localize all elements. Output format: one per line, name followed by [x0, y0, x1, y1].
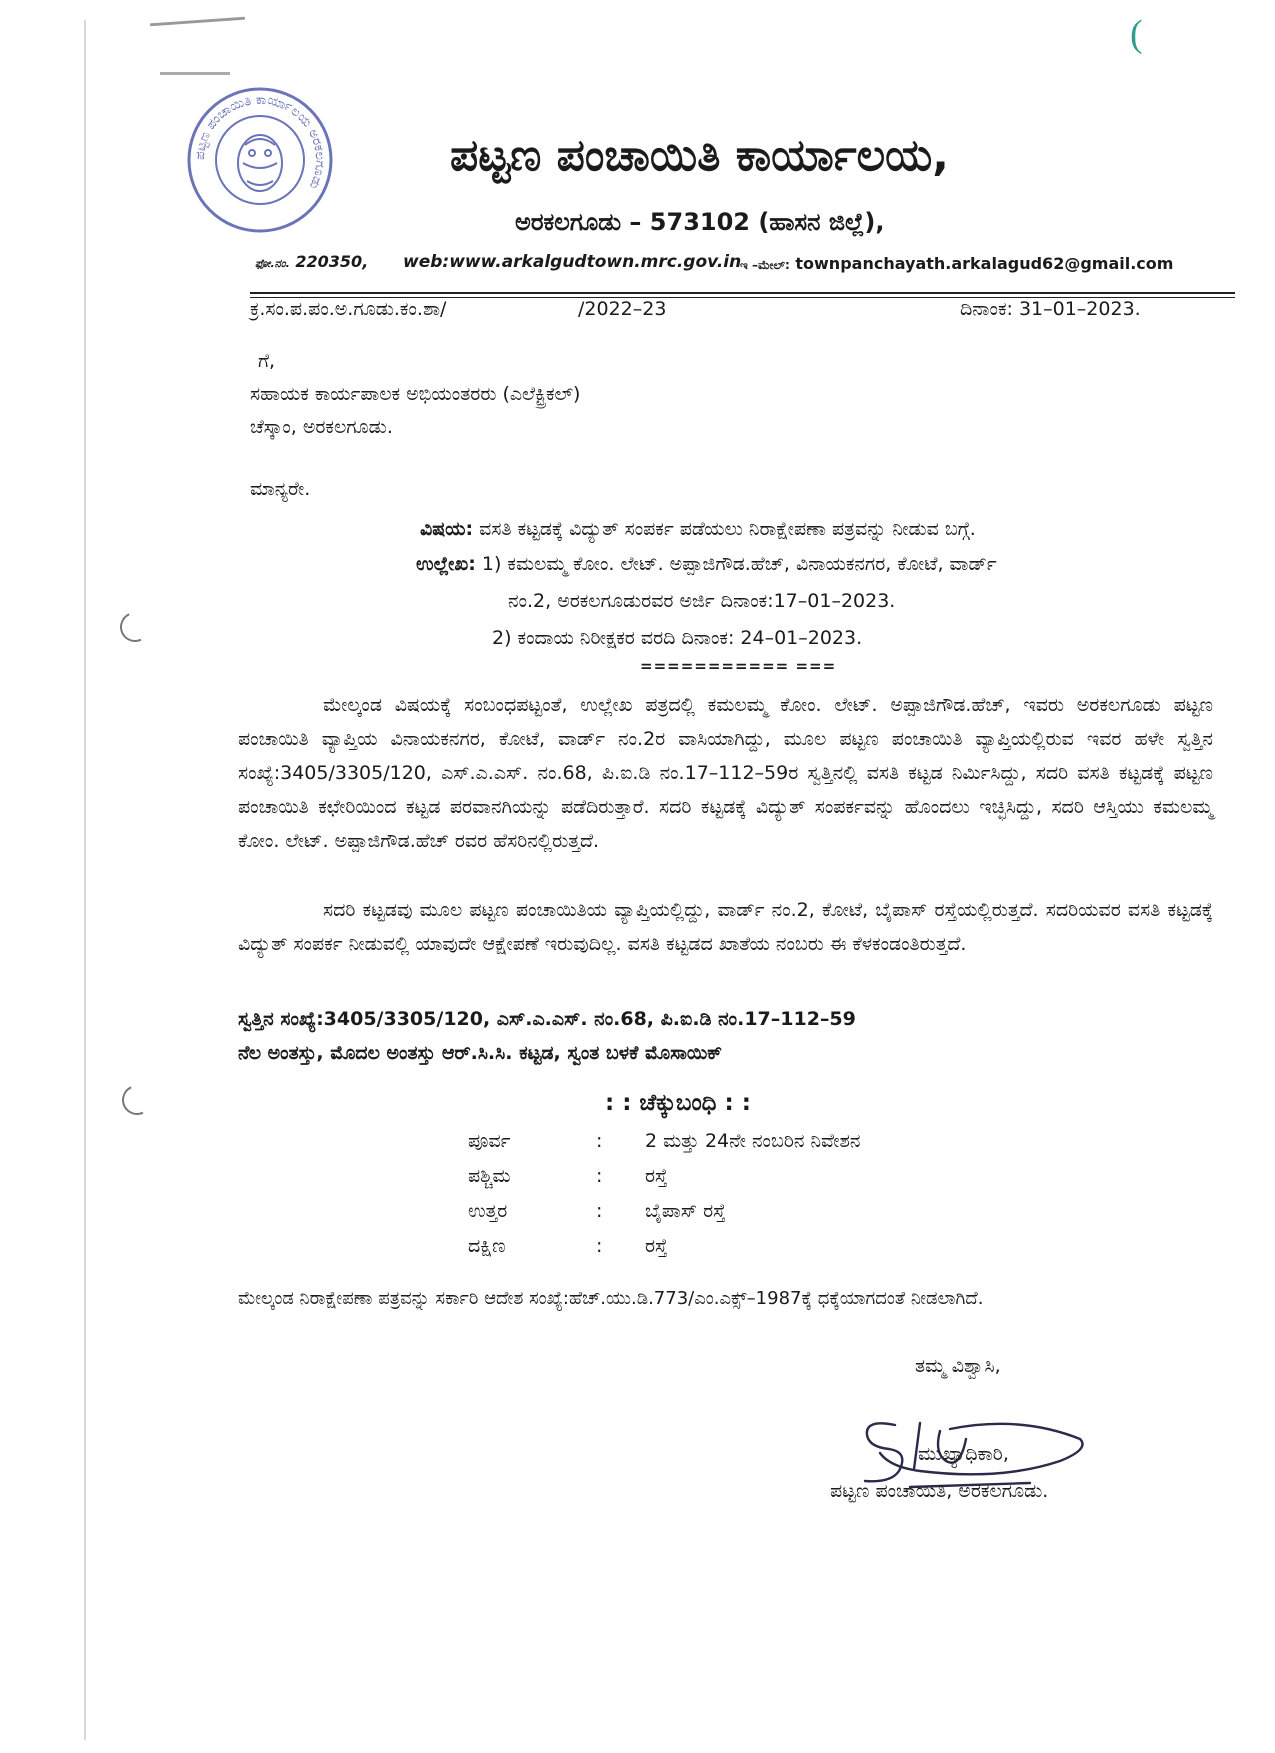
boundary-colon: : — [596, 1235, 603, 1257]
boundary-colon: : — [596, 1130, 603, 1152]
email-address[interactable]: townpanchayath.arkalagud62@gmail.com — [795, 254, 1174, 273]
boundary-colon: : — [596, 1165, 603, 1187]
phone-number: 220350, — [295, 252, 369, 271]
boundary-colon: : — [596, 1200, 603, 1222]
phone-label: ಫೋ.ನಂ. — [255, 257, 290, 270]
salutation: ಮಾನ್ಯರೇ. — [250, 478, 311, 500]
corner-scratch — [150, 17, 245, 27]
reference-2: 2) ಕಂದಾಯ ನಿರೀಕ್ಷಕರ ವರದಿ ದಿನಾಂಕ: 24–01–2023. — [492, 627, 863, 649]
recipient-office: ಚೆಸ್ಕಾಂ, ಅರಕಲಗೂಡು. — [250, 416, 393, 438]
reference-year: /2022–23 — [578, 298, 667, 320]
corner-page-mark: ( — [1130, 13, 1143, 55]
reference-separator: =========== === — [640, 657, 837, 675]
contact-line — [255, 252, 368, 271]
signatory-designation: ಮುಖ್ಯಾಧಿಕಾರಿ, — [918, 1443, 1009, 1465]
boundaries-title: : : ಚೆಕ್ಕುಬಂಧಿ : : — [605, 1090, 751, 1116]
seal-text: ಪಟ್ಟಣ ಪಂಚಾಯಿತಿ ಕಾರ್ಯಾಲಯ ಅರಕಲಗೂಡು — [192, 92, 328, 191]
body-paragraph-2: ಸದರಿ ಕಟ್ಟಡವು ಮೂಲ ಪಟ್ಟಣ ಪಂಚಾಯಿತಿಯ ವ್ಯಾಪ್ತಿಯಲ್ಲಿದ್ದು, ವಾರ್ಡ್ ನಂ.2, ಕೋಟೆ, ಬೈಪಾಸ್ ರಸ್ತೆಯಲ್ಲಿರುತ್ತದೆ. ಸದರಿಯವರ ವಸತಿ ಕಟ್ಟಡಕ್ಕೆ ವಿದ್ಯುತ್ ಸಂಪರ್ಕ ನೀಡುವಲ್ಲಿ ಯಾವುದೇ ಆಕ್ಷೇಪಣೆ ಇರುವುದಿಲ್ಲ. ವಸತಿ ಕಟ್ಟಡದ ಖಾತೆಯ ನಂಬರು ಈ ಕೆಳಕಂಡಂತಿರುತ್ತದೆ. — [238, 899, 1213, 955]
subject-line — [420, 518, 976, 541]
boundary-value: ರಸ್ತೆ — [645, 1235, 668, 1257]
subject-text: ವಸತಿ ಕಟ್ಟಡಕ್ಕೆ ವಿದ್ಯುತ್ ಸಂಪರ್ಕ ಪಡೆಯಲು ನಿರಾಕ್ಷೇಪಣಾ ಪತ್ರವನ್ನು ನೀಡುವ ಬಗ್ಗೆ. — [479, 518, 976, 540]
recipient-to: ಗೆ, — [258, 350, 276, 372]
subject-label: ವಿಷಯ: — [420, 518, 474, 540]
body-paragraph-1: ಮೇಲ್ಕಂಡ ವಿಷಯಕ್ಕೆ ಸಂಬಂಧಪಟ್ಟಂತೆ, ಉಲ್ಲೇಖ ಪತ್ರದಲ್ಲಿ ಕಮಲಮ್ಮ ಕೋಂ. ಲೇಟ್. ಅಪ್ಪಾಜಿಗೌಡ.ಹೆಚ್, ಇವರು ಅರಕಲಗೂಡು ಪಟ್ಟಣ ಪಂಚಾಯಿತಿ ವ್ಯಾಪ್ತಿಯ ವಿನಾಯಕನಗರ, ಕೋಟೆ, ವಾರ್ಡ್ ನಂ.2ರ ವಾಸಿಯಾಗಿದ್ದು, ಮೂಲ ಪಟ್ಟಣ ಪಂಚಾಯಿತಿ ವ್ಯಾಪ್ತಿಯಲ್ಲಿರುವ ಇವರ ಹಳೇ ಸ್ವತ್ತಿನ ಸಂಖ್ಯೆ:3405/3305/120, ಎಸ್.ಎ.ಎಸ್. ನಂ.68, ಪಿ.ಐ.ಡಿ ನಂ.17–112–59ರ ಸ್ವತ್ತಿನಲ್ಲಿ ವಸತಿ ಕಟ್ಟಡ ನಿರ್ಮಿಸಿದ್ದು, ಸದರಿ ವಸತಿ ಕಟ್ಟಡಕ್ಕೆ ಪಟ್ಟಣ ಪಂಚಾಯಿತಿ ಕಛೇರಿಯಿಂದ ಕಟ್ಟಡ ಪರವಾನಗಿಯನ್ನು ಪಡೆದಿರುತ್ತಾರೆ. ಸದರಿ ಕಟ್ಟಡಕ್ಕೆ ವಿದ್ಯುತ್ ಸಂಪರ್ಕವನ್ನು ಹೊಂದಲು ಇಚ್ಛಿಸಿದ್ದು, ಸದರಿ ಆಸ್ತಿಯು ಕಮಲಮ್ಮ ಕೋಂ. ಲೇಟ್. ಅಪ್ಪಾಜಿಗೌಡ.ಹೆಚ್ ರವರ ಹೆಸರಿನಲ್ಲಿರುತ್ತದೆ. — [238, 694, 1213, 852]
letter-date: ದಿನಾಂಕ: 31–01–2023. — [960, 298, 1141, 320]
reference-1: 1) ಕಮಲಮ್ಮ ಕೋಂ. ಲೇಟ್. ಅಪ್ಪಾಜಿಗೌಡ.ಹೆಚ್, ವಿನಾಯಕನಗರ, ಕೋಟೆ, ವಾರ್ಡ್ — [481, 553, 997, 575]
boundary-direction: ಪಶ್ಚಿಮ — [468, 1165, 511, 1187]
office-name: ಪಟ್ಟಣ ಪಂಚಾಯಿತಿ ಕಾರ್ಯಾಲಯ, — [450, 130, 949, 181]
recipient-designation: ಸಹಾಯಕ ಕಾರ್ಯಪಾಲಕ ಅಭಿಯಂತರರು (ಎಲೆಕ್ಟ್ರಿಕಲ್) — [250, 383, 581, 405]
boundary-direction: ಉತ್ತರ — [468, 1200, 508, 1222]
corner-scratch — [160, 72, 230, 75]
email-line — [740, 254, 1173, 273]
references-label: ಉಲ್ಲೇಖ: — [416, 553, 476, 575]
office-seal — [185, 85, 335, 235]
boundary-direction: ದಕ್ಷಿಣ — [468, 1235, 506, 1257]
email-label: ಇ –ಮೇಲ್: — [740, 258, 790, 272]
reference-1-continued: ನಂ.2, ಅರಕಲಗೂಡುರವರ ಅರ್ಜಿ ದಿನಾಂಕ:17–01–2023. — [508, 590, 896, 612]
boundary-value: 2 ಮತ್ತು 24ನೇ ನಂಬರಿನ ನಿವೇಶನ — [645, 1130, 861, 1152]
reference-line-1 — [416, 553, 997, 576]
boundary-value: ಬೈಪಾಸ್ ರಸ್ತೆ — [645, 1200, 726, 1222]
emblem-icon — [238, 135, 282, 191]
reference-number: ಕ್ರ.ಸಂ.ಪ.ಪಂ.ಅ.ಗೂಡು.ಕಂ.ಶಾ/ — [250, 298, 447, 320]
website-link[interactable]: web:www.arkalgudtown.mrc.gov.in — [403, 252, 742, 272]
building-details: ನೆಲ ಅಂತಸ್ತು, ಮೊದಲ ಅಂತಸ್ತು ಆರ್.ಸಿ.ಸಿ. ಕಟ್ಟಡ, ಸ್ವಂತ ಬಳಕೆ ಮೊಸಾಯಿಕ್ — [238, 1042, 723, 1064]
property-details: ಸ್ವತ್ತಿನ ಸಂಖ್ಯೆ:3405/3305/120, ಎಸ್.ಎ.ಎಸ್. ನಂ.68, ಪಿ.ಐ.ಡಿ ನಂ.17–112–59 — [238, 1008, 856, 1030]
punch-hole — [118, 1081, 156, 1119]
header-rule — [250, 292, 1235, 294]
yours-faithfully: ತಮ್ಮ ವಿಶ್ವಾಸಿ, — [915, 1355, 1001, 1377]
boundary-direction: ಪೂರ್ವ — [468, 1130, 511, 1152]
signatory-office: ಪಟ್ಟಣ ಪಂಚಾಯಿತಿ, ಅರಕಲಗೂಡು. — [830, 1480, 1049, 1502]
office-address: ಅರಕಲಗೂಡು – 573102 (ಹಾಸನ ಜಿಲ್ಲೆ), — [515, 208, 885, 236]
page-edge-shadow — [84, 20, 86, 1740]
closing-statement: ಮೇಲ್ಕಂಡ ನಿರಾಕ್ಷೇಪಣಾ ಪತ್ರವನ್ನು ಸರ್ಕಾರಿ ಆದೇಶ ಸಂಖ್ಯೆ:ಹೆಚ್.ಯು.ಡಿ.773/ಎಂ.ಎಕ್ಸ್–1987ಕ್ಕೆ ಧಕ್ಕೆಯಾಗದಂತೆ ನೀಡಲಾಗಿದೆ. — [238, 1288, 984, 1309]
punch-hole — [116, 608, 154, 646]
boundary-value: ರಸ್ತೆ — [645, 1165, 668, 1187]
